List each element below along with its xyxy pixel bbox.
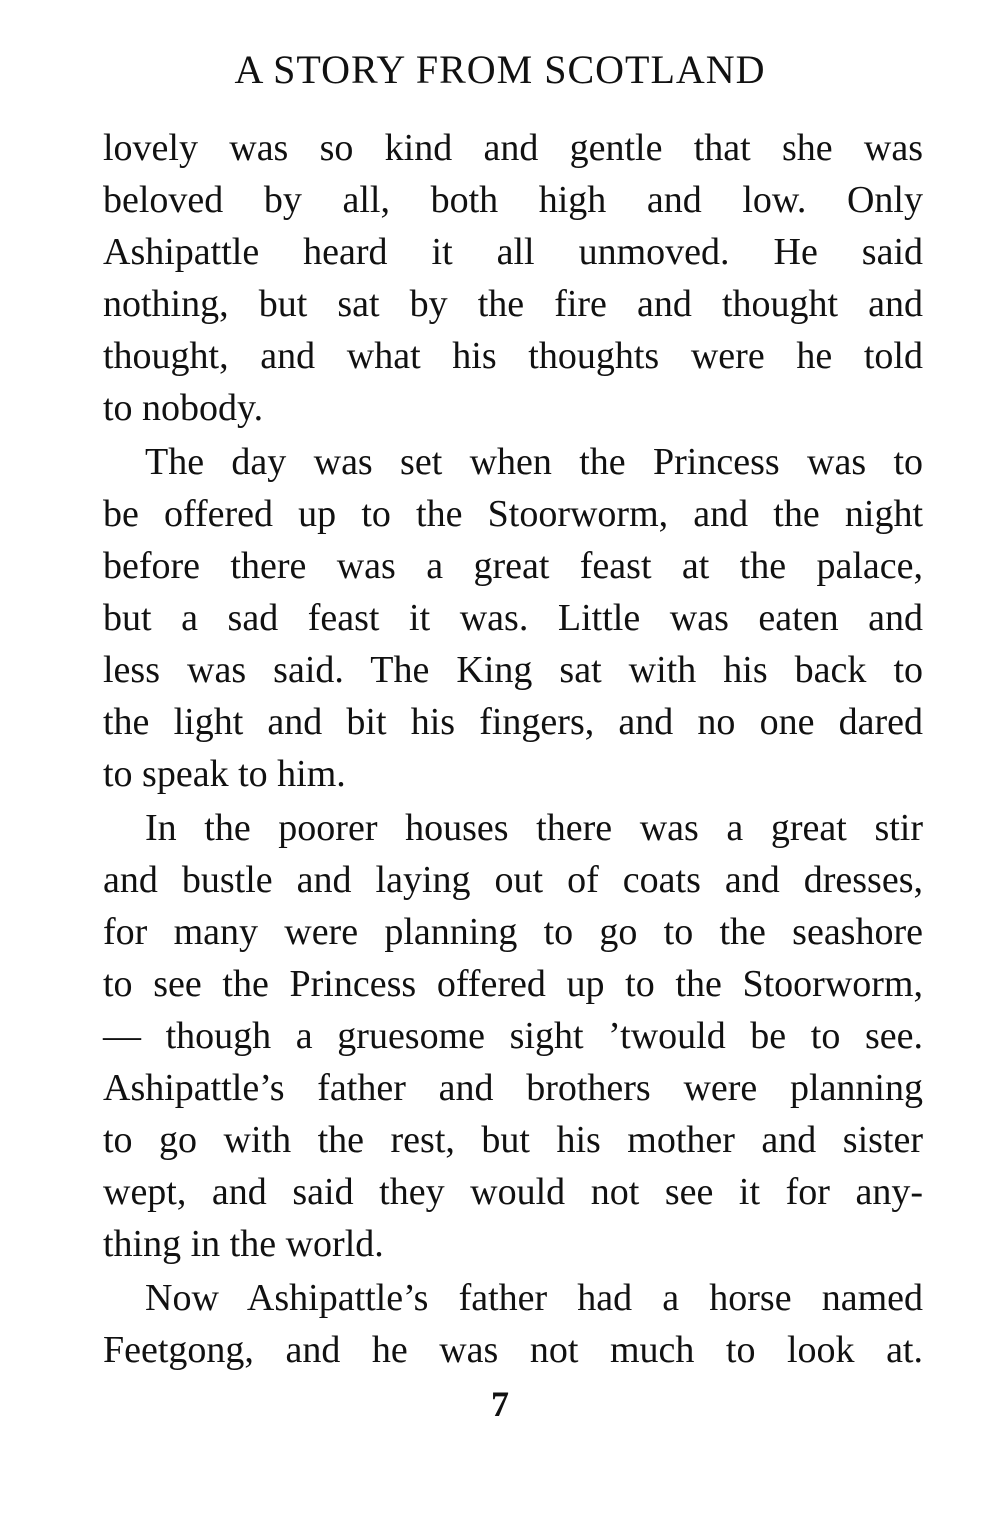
- paragraph: [103, 122, 923, 434]
- text-line: In the poorer houses there was a great stir: [145, 807, 923, 849]
- text-line: — though a gruesome sight ’twould be to see.: [103, 1015, 923, 1057]
- text-line: lovely was so kind and gentle that she was: [103, 127, 923, 169]
- text-line: Ashipattle’s father and brothers were planning: [103, 1067, 923, 1109]
- text-line: Ashipattle heard it all unmoved. He said: [103, 231, 923, 273]
- text-line: beloved by all, both high and low. Only: [103, 179, 923, 221]
- text-line: but a sad feast it was. Little was eaten and: [103, 597, 923, 639]
- text-line: to see the Princess offered up to the Stoorworm,: [103, 963, 923, 1005]
- text-line: before there was a great feast at the palace,: [103, 545, 923, 587]
- paragraph: [103, 436, 923, 800]
- text-line: Now Ashipattle’s father had a horse named: [145, 1277, 923, 1319]
- text-line: the light and bit his fingers, and no one dared: [103, 701, 923, 743]
- text-line: wept, and said they would not see it for any-: [103, 1171, 923, 1213]
- running-head: A STORY FROM SCOTLAND: [234, 47, 766, 92]
- text-line: to nobody.: [103, 387, 264, 429]
- page-number: 7: [491, 1384, 509, 1424]
- text-line: less was said. The King sat with his back to: [103, 649, 923, 691]
- text-line: and bustle and laying out of coats and dresses,: [103, 859, 923, 901]
- text-line: to go with the rest, but his mother and sister: [103, 1119, 923, 1161]
- text-line: Feetgong, and he was not much to look at.: [103, 1329, 923, 1371]
- text-line: to speak to him.: [103, 753, 346, 795]
- paragraph: [103, 802, 923, 1270]
- body-text: [103, 122, 923, 1376]
- text-line: be offered up to the Stoorworm, and the night: [103, 493, 923, 535]
- text-line: thing in the world.: [103, 1223, 384, 1265]
- text-line: The day was set when the Princess was to: [145, 441, 923, 483]
- text-line: thought, and what his thoughts were he told: [103, 335, 923, 377]
- paragraph: [103, 1272, 923, 1376]
- text-line: for many were planning to go to the seashore: [103, 911, 923, 953]
- text-line: nothing, but sat by the fire and thought and: [103, 283, 923, 325]
